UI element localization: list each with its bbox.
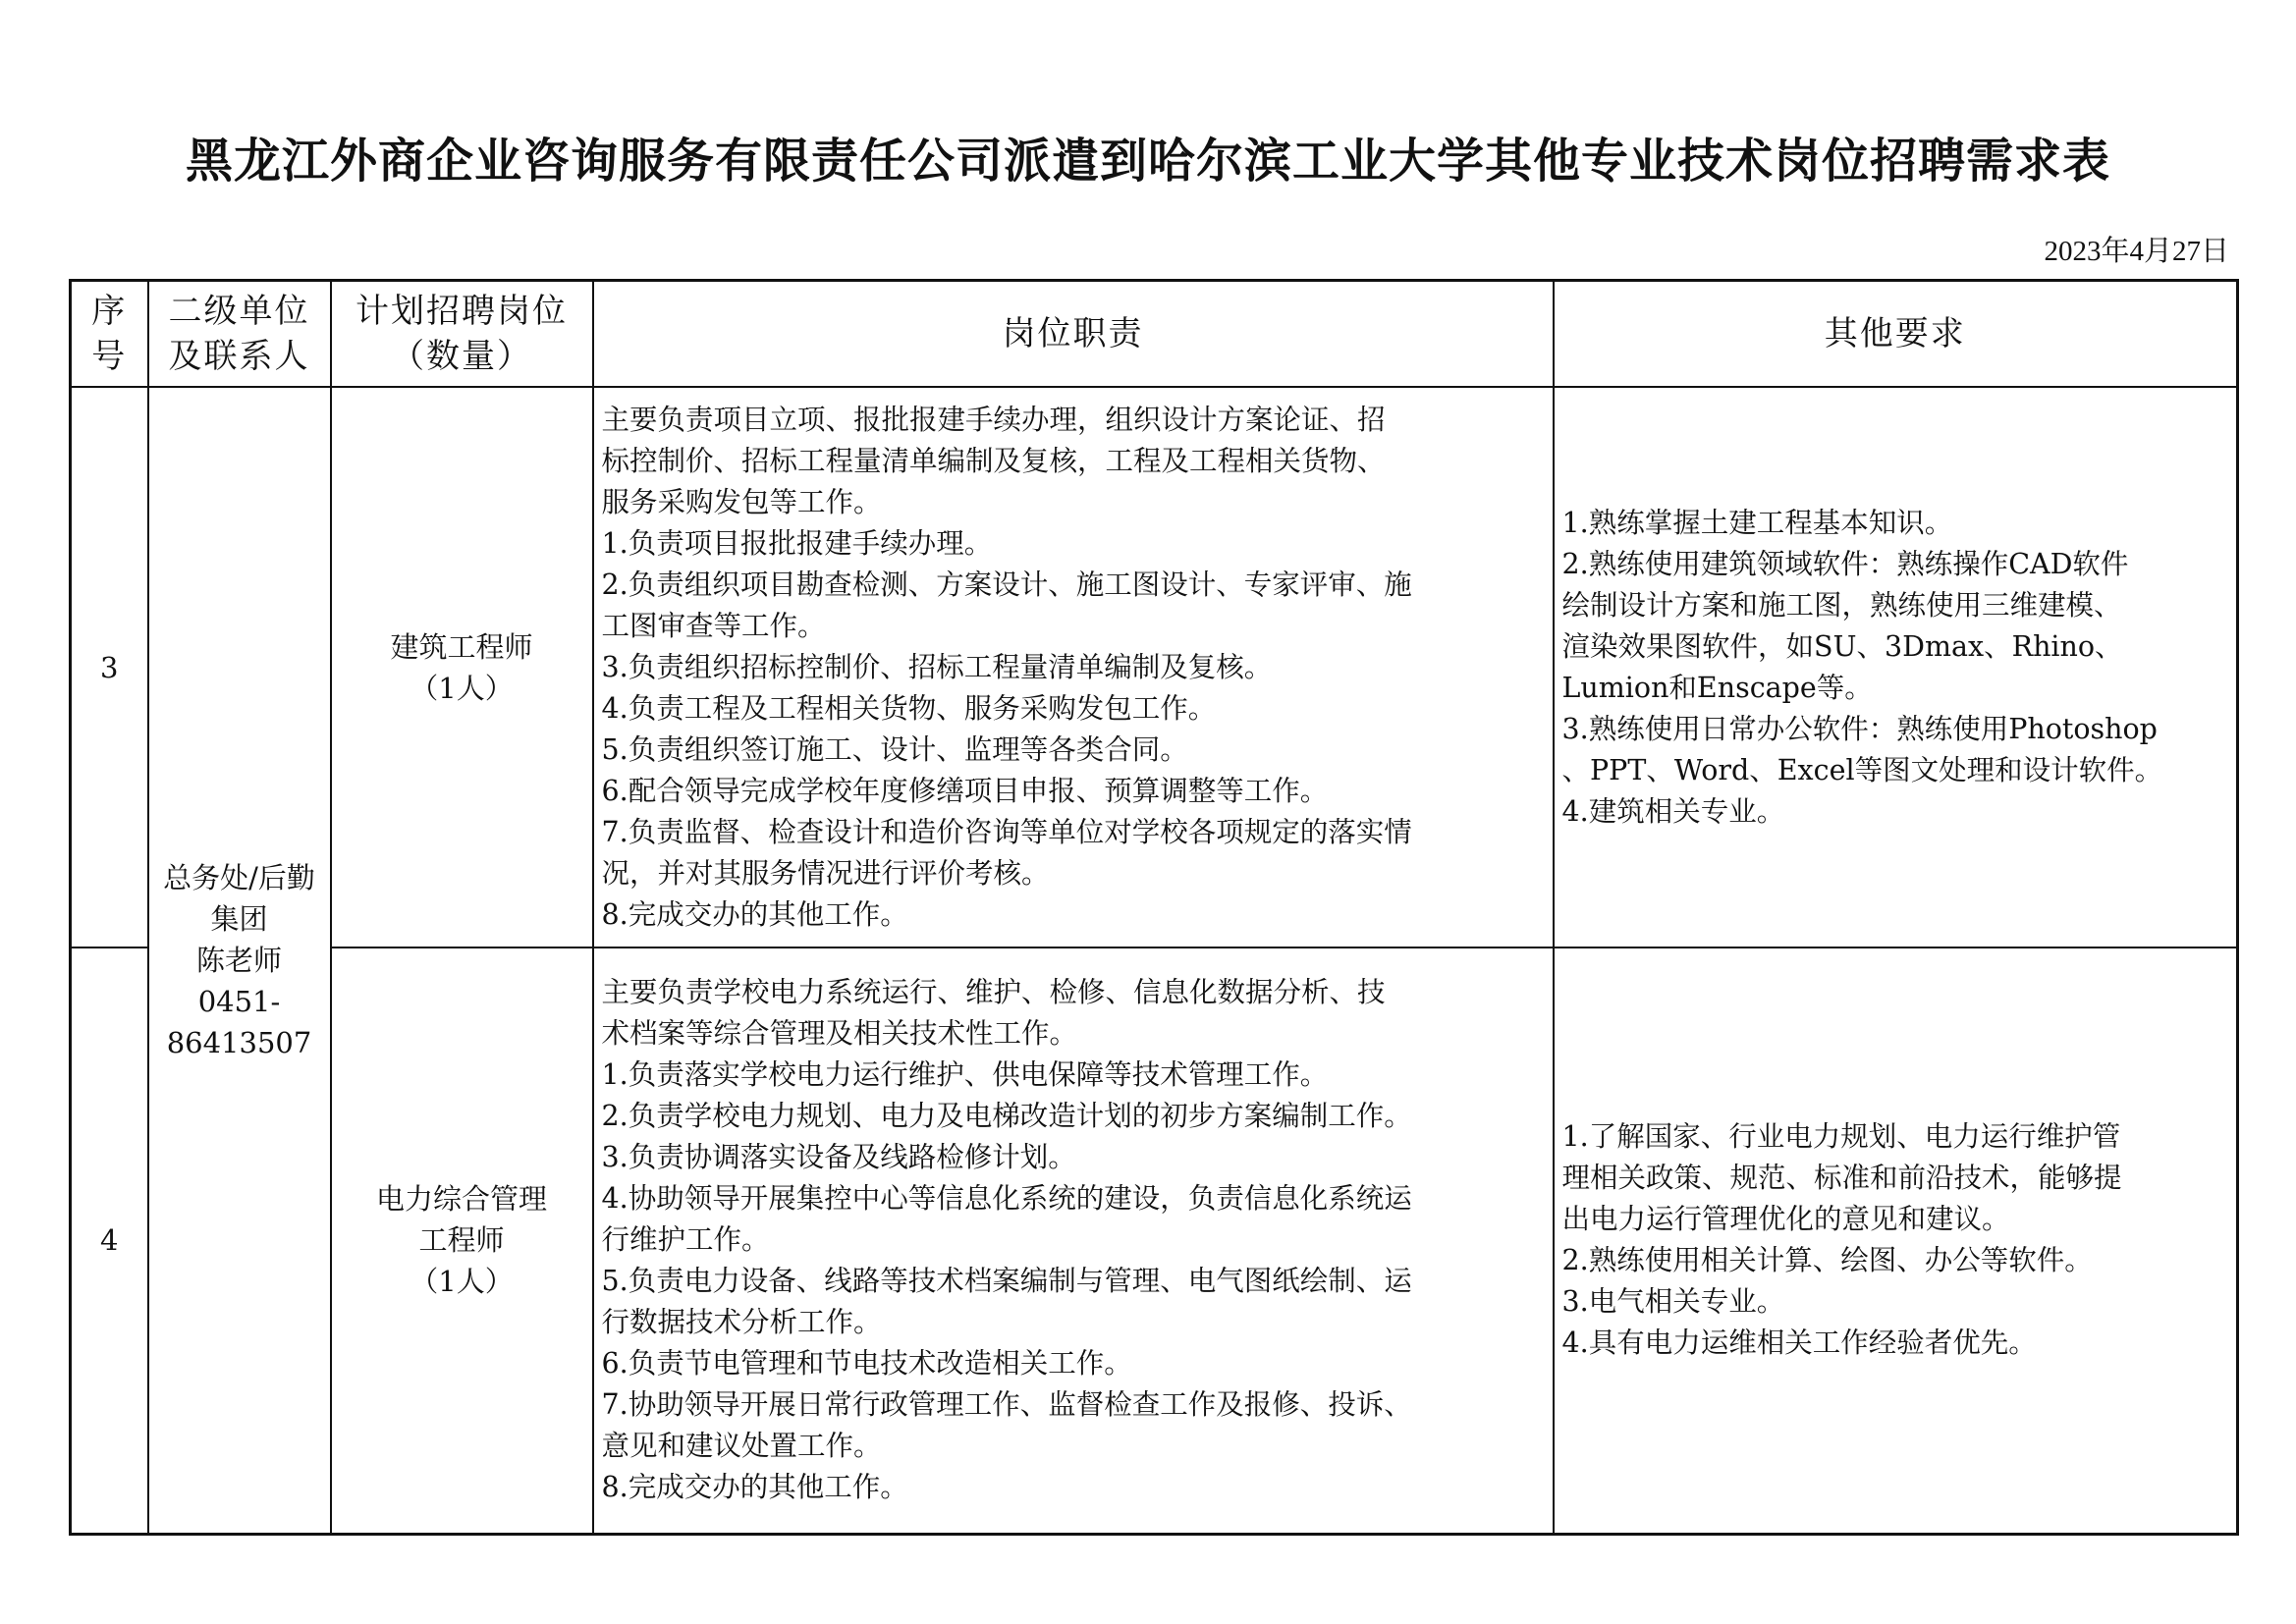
requirements-text xyxy=(1562,503,2231,833)
recruitment-table xyxy=(69,279,2239,1536)
table-row xyxy=(71,947,2238,1534)
duties-text xyxy=(602,400,1547,936)
text-line: 工程师 xyxy=(418,1223,505,1258)
text-line: 主要负责项目立项、报批报建手续办理，组织设计方案论证、招 xyxy=(601,403,1386,436)
text-line: 1.负责落实学校电力运行维护、供电保障等技术管理工作。 xyxy=(601,1058,1329,1092)
header-requirements: 其他要求 xyxy=(1554,281,2238,388)
text-line: 工图审查等工作。 xyxy=(601,609,826,642)
text-line: 2.熟练使用建筑领域软件：熟练操作CAD软件 xyxy=(1561,547,2129,580)
requirements-cell xyxy=(1554,387,2238,947)
header-position xyxy=(331,281,593,388)
text-line: 8.完成交办的其他工作。 xyxy=(601,1471,908,1504)
text-line: 2.熟练使用相关计算、绘图、办公等软件。 xyxy=(1561,1244,2093,1277)
header-seq-line2: 号 xyxy=(91,337,128,376)
text-line: 1.熟练掌握土建工程基本知识。 xyxy=(1561,506,1953,539)
text-line: 6.负责节电管理和节电技术改造相关工作。 xyxy=(601,1347,1132,1380)
text-line: 术档案等综合管理及相关技术性工作。 xyxy=(601,1017,1078,1051)
position-title xyxy=(332,1178,592,1302)
requirements-cell xyxy=(1554,947,2238,1534)
table-header-row xyxy=(71,281,2238,388)
duties-cell xyxy=(593,387,1554,947)
row-seq: 4 xyxy=(71,947,148,1534)
text-line: 标控制价、招标工程量清单编制及复核，工程及工程相关货物、 xyxy=(601,444,1386,477)
text-line: 3.负责组织招标控制价、招标工程量清单编制及复核。 xyxy=(601,650,1273,683)
header-unit-line2: 及联系人 xyxy=(168,337,310,376)
header-position-line2: （数量） xyxy=(391,337,532,376)
text-line: 建筑工程师 xyxy=(390,629,533,664)
contact-phone-line2: 86413507 xyxy=(166,1025,312,1059)
text-line: 7.负责监督、检查设计和造价咨询等单位对学校各项规定的落实情 xyxy=(601,815,1412,848)
text-line: （1人） xyxy=(410,1265,514,1299)
position-cell xyxy=(331,387,593,947)
text-line: 理相关政策、规范、标准和前沿技术，能够提 xyxy=(1561,1162,2122,1195)
unit-name-line1: 总务处/后勤 xyxy=(163,860,315,894)
text-line: 5.负责组织签订施工、设计、监理等各类合同。 xyxy=(601,732,1188,766)
unit-name-line2: 集团 xyxy=(210,901,268,936)
duties-cell xyxy=(593,947,1554,1534)
position-cell xyxy=(331,947,593,1534)
contact-name: 陈老师 xyxy=(195,943,282,977)
text-line: 2.负责学校电力规划、电力及电梯改造计划的初步方案编制工作。 xyxy=(601,1100,1412,1133)
text-line: 2.负责组织项目勘查检测、方案设计、施工图设计、专家评审、施 xyxy=(601,568,1412,601)
document-title: 黑龙江外商企业咨询服务有限责任公司派遣到哈尔滨工业大学其他专业技术岗位招聘需求表 xyxy=(185,134,2110,189)
text-line: 4.协助领导开展集控中心等信息化系统的建设，负责信息化系统运 xyxy=(601,1182,1412,1216)
text-line: 绘制设计方案和施工图，熟练使用三维建模、 xyxy=(1561,588,2122,622)
duties-text xyxy=(602,972,1547,1508)
unit-contact-cell xyxy=(148,387,331,1534)
contact-phone-line1: 0451- xyxy=(197,984,281,1018)
text-line: 主要负责学校电力系统运行、维护、检修、信息化数据分析、技 xyxy=(601,976,1386,1009)
text-line: 意见和建议处置工作。 xyxy=(601,1430,882,1463)
text-line: 服务采购发包等工作。 xyxy=(601,485,882,518)
text-line: 况，并对其服务情况进行评价考核。 xyxy=(601,856,1050,890)
table-row xyxy=(71,387,2238,947)
text-line: 1.负责项目报批报建手续办理。 xyxy=(601,526,993,560)
text-line: 3.负责协调落实设备及线路检修计划。 xyxy=(601,1141,1076,1174)
text-line: Lumion和Enscape等。 xyxy=(1561,671,1873,704)
header-seq-line1: 序 xyxy=(91,292,128,331)
position-title xyxy=(332,626,592,709)
text-line: 4.具有电力运维相关工作经验者优先。 xyxy=(1561,1326,2037,1360)
text-line: 4.建筑相关专业。 xyxy=(1561,794,1785,828)
row-seq: 3 xyxy=(71,387,148,947)
text-line: 6.配合领导完成学校年度修缮项目申报、预算调整等工作。 xyxy=(601,774,1329,807)
text-line: 行维护工作。 xyxy=(601,1223,770,1257)
text-line: 电力综合管理 xyxy=(375,1182,547,1217)
text-line: 3.熟练使用日常办公软件：熟练使用Photoshop xyxy=(1561,712,2158,745)
text-line: 4.负责工程及工程相关货物、服务采购发包工作。 xyxy=(601,691,1217,725)
header-unit xyxy=(148,281,331,388)
header-duties: 岗位职责 xyxy=(593,281,1554,388)
header-seq xyxy=(71,281,148,388)
text-line: 出电力运行管理优化的意见和建议。 xyxy=(1561,1203,2010,1236)
text-line: （1人） xyxy=(410,671,514,705)
text-line: 8.完成交办的其他工作。 xyxy=(601,897,908,931)
document-date: 2023年4月27日 xyxy=(2044,236,2229,267)
text-line: 3.电气相关专业。 xyxy=(1561,1285,1785,1319)
text-line: 1.了解国家、行业电力规划、电力运行维护管 xyxy=(1561,1120,2121,1154)
header-unit-line1: 二级单位 xyxy=(168,292,310,331)
text-line: 、PPT、Word、Excel等图文处理和设计软件。 xyxy=(1561,753,2163,786)
text-line: 5.负责电力设备、线路等技术档案编制与管理、电气图纸绘制、运 xyxy=(601,1265,1412,1298)
header-position-line1: 计划招聘岗位 xyxy=(355,292,568,331)
text-line: 渲染效果图软件，如SU、3Dmax、Rhino、 xyxy=(1561,629,2123,663)
text-line: 行数据技术分析工作。 xyxy=(601,1306,882,1339)
requirements-text xyxy=(1562,1116,2231,1364)
text-line: 7.协助领导开展日常行政管理工作、监督检查工作及报修、投诉、 xyxy=(601,1388,1412,1422)
